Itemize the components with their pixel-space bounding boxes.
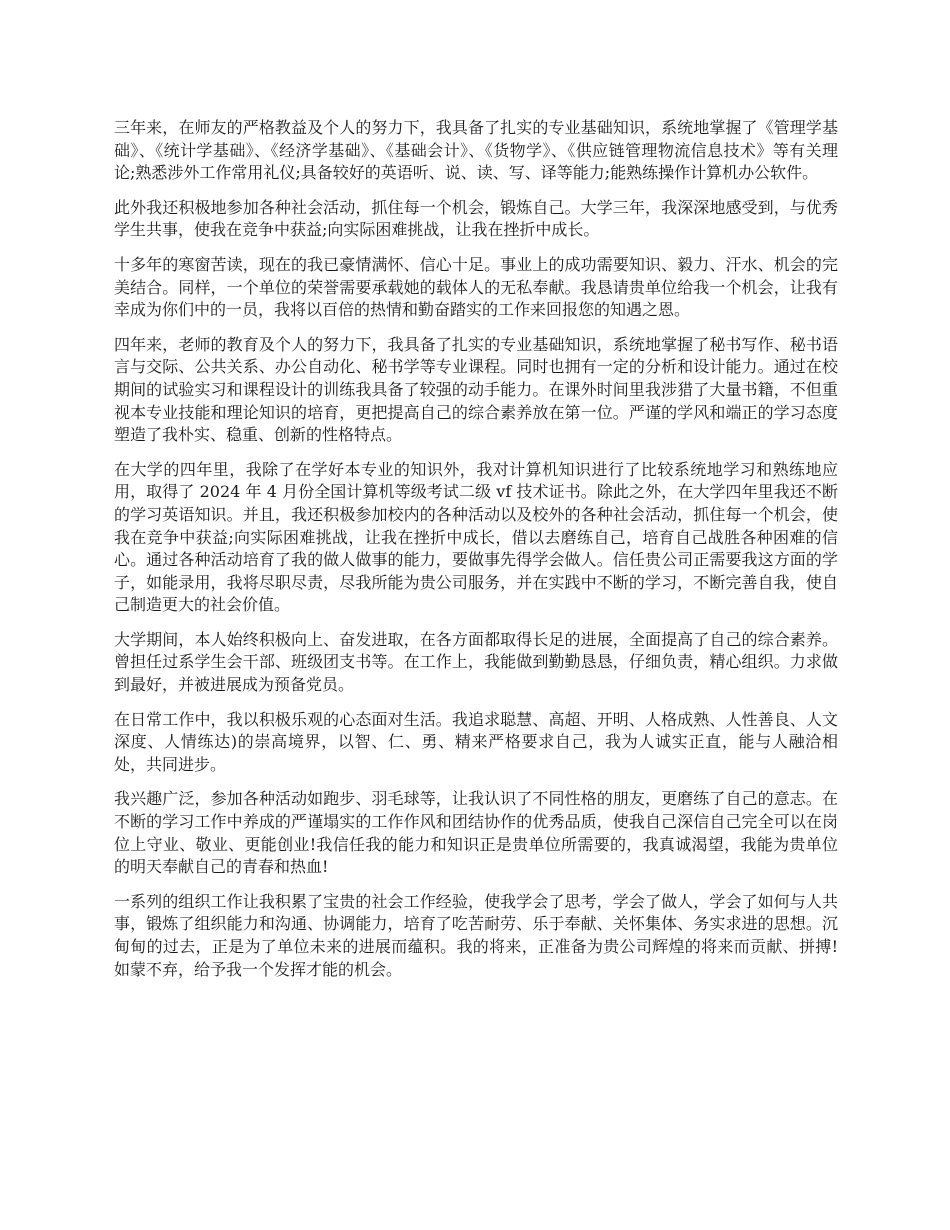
paragraph-3: 十多年的寒窗苦读，现在的我已豪情满怀、信心十足。事业上的成功需要知识、毅力、汗水、机会的完美结合。同样，一个单位的荣誉需要承载她的载体人的无私奉献。我恳请贵单位给我一个机会，让我有幸成为你们中的一员，我将以百倍的热情和勤奋踏实的工作来回报您的知遇之恩。 — [114, 254, 838, 320]
paragraph-5: 在大学的四年里，我除了在学好本专业的知识外，我对计算机知识进行了比较系统地学习和熟练地应用，取得了 2024 年 4 月份全国计算机等级考试二级 vf 技术证书。除此之外，在大学四年里我还不断的学习英语知识。并且，我还积极参加校内的各种活动以及校外的各种社会活动，抓住每一个机会，使我在竞争中获益;向实际困难挑战，让我在挫折中成长，借以去磨练自己，培育自己战胜各种困难的信心。通过各种活动培育了我的做人做事的能力，要做事先得学会做人。信任贵公司正需要我这方面的学子，如能录用，我将尽职尽责，尽我所能为贵公司服务，并在实践中不断的学习，不断完善自我，使自己制造更大的社会价值。 — [114, 459, 838, 615]
paragraph-8: 我兴趣广泛，参加各种活动如跑步、羽毛球等，让我认识了不同性格的朋友，更磨练了自己的意志。在不断的学习工作中养成的严谨塌实的工作作风和团结协作的优秀品质，使我自己深信自己完全可以在岗位上守业、敬业、更能创业!我信任我的能力和知识正是贵单位所需要的，我真诚渴望，我能为贵单位的明天奉献自己的青春和热血! — [114, 789, 838, 877]
paragraph-6: 大学期间，本人始终积极向上、奋发进取，在各方面都取得长足的进展，全面提高了自己的综合素养。曾担任过系学生会干部、班级团支书等。在工作上，我能做到勤勤恳恳，仔细负责，精心组织。力求做到最好，并被进展成为预备党员。 — [114, 629, 838, 695]
document-body — [114, 117, 838, 993]
paragraph-1: 三年来，在师友的严格教益及个人的努力下，我具备了扎实的专业基础知识，系统地掌握了《管理学基础》、《统计学基础》、《经济学基础》、《基础会计》、《货物学》、《供应链管理物流信息技术》等有关理论;熟悉涉外工作常用礼仪;具备较好的英语听、说、读、写、译等能力;能熟练操作计算机办公软件。 — [114, 118, 838, 183]
paragraph-4: 四年来，老师的教育及个人的努力下，我具备了扎实的专业基础知识，系统地掌握了秘书写作、秘书语言与交际、公共关系、办公自动化、秘书学等专业课程。同时也拥有一定的分析和设计能力。通过在校期间的试验实习和课程设计的训练我具备了较强的动手能力。在课外时间里我涉猎了大量书籍，不但重视本专业技能和理论知识的培育，更把提高自己的综合素养放在第一位。严谨的学风和端正的学习态度塑造了我朴实、稳重、创新的性格特点。 — [114, 334, 838, 445]
paragraph-9: 一系列的组织工作让我积累了宝贵的社会工作经验，使我学会了思考，学会了做人，学会了如何与人共事，锻炼了组织能力和沟通、协调能力，培育了吃苦耐劳、乐于奉献、关怀集体、务实求进的思想。沉甸甸的过去，正是为了单位未来的进展而蕴积。我的将来，正准备为贵公司辉煌的将来而贡献、拼搏!如蒙不弃，给予我一个发挥才能的机会。 — [114, 891, 838, 979]
paragraph-2: 此外我还积极地参加各种社会活动，抓住每一个机会，锻炼自己。大学三年，我深深地感受到，与优秀学生共事，使我在竞争中获益;向实际困难挑战，让我在挫折中成长。 — [114, 197, 838, 240]
paragraph-7: 在日常工作中，我以积极乐观的心态面对生活。我追求聪慧、高超、开明、人格成熟、人性善良、人文深度、人情练达)的崇高境界，以智、仁、勇、精来严格要求自己，我为人诚实正直，能与人融洽相处，共同进步。 — [114, 709, 838, 774]
